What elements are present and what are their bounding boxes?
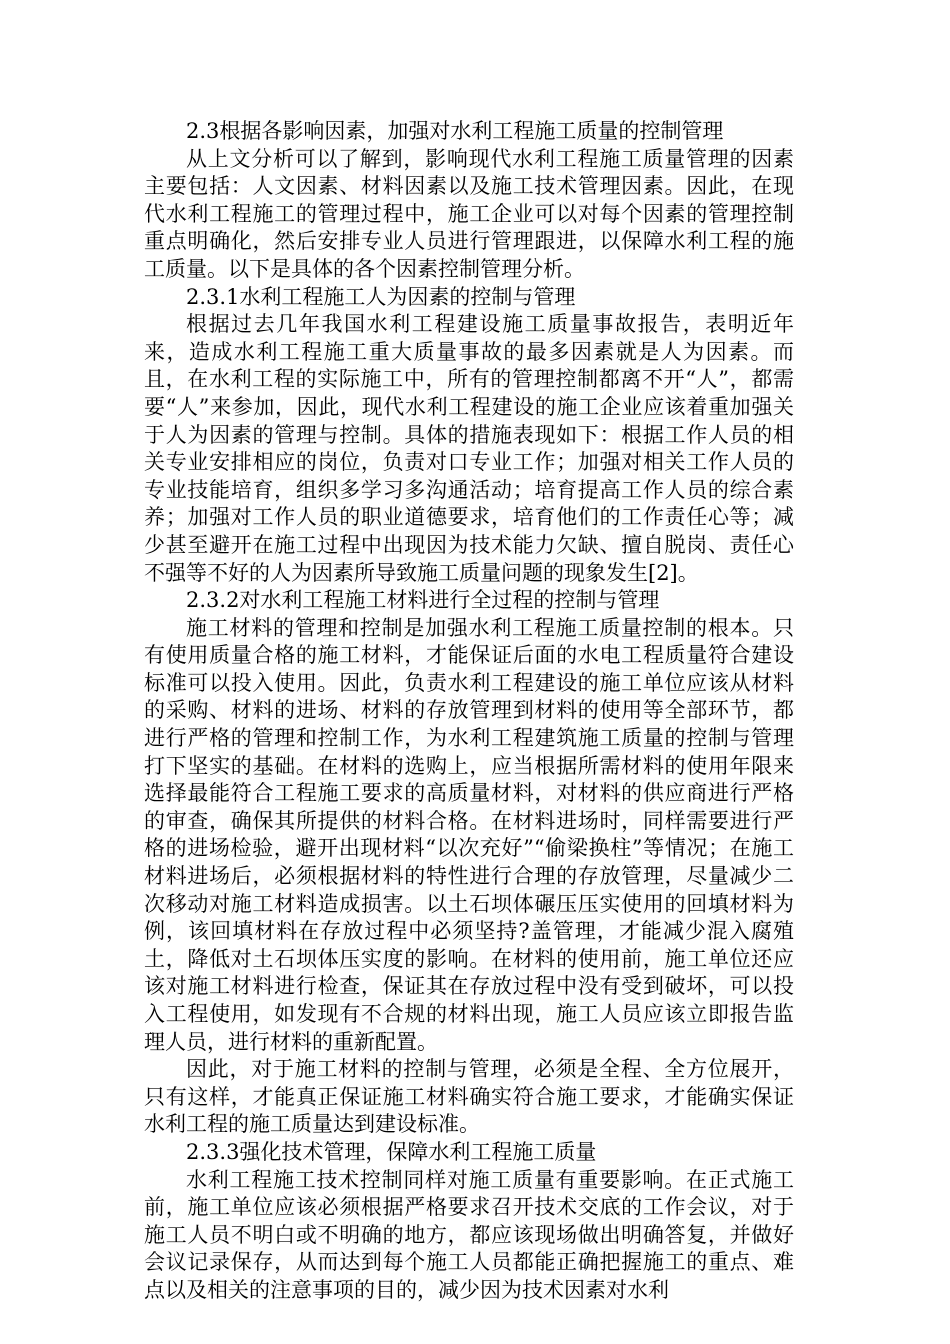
section-heading-2-3: 2.3根据各影响因素，加强对水利工程施工质量的控制管理 xyxy=(186,119,724,143)
section-heading-2-3-3: 2.3.3强化技术管理，保障水利工程施工质量 xyxy=(186,1139,597,1164)
paragraph-materials-summary: 因此，对于施工材料的控制与管理，必须是全程、全方位展开，只有这样，才能真正保证施工材料确实符合施工要求，才能确实保证水利工程的施工质量达到建设标准。 xyxy=(144,1057,794,1137)
paragraph-human-factors: 根据过去几年我国水利工程建设施工质量事故报告，表明近年来，造成水利工程施工重大质量事故的最多因素就是人为因素。而且，在水利工程的实际施工中，所有的管理控制都离不开“人”，都需要“人”来参加，因此，现代水利工程建设的施工企业应该着重加强关于人为因素的管理与控制。具体的措施表现如下：根据工作人员的相关专业安排相应的岗位，负责对口专业工作；加强对相关工作人员的专业技能培育，组织多学习多沟通活动；培育提高工作人员的综合素养；加强对工作人员的职业道德要求，培育他们的工作责任心等；减少甚至避开在施工过程中出现因为技术能力欠缺、擅自脱岗、责任心不强等不好的人为因素所导致施工质量问题的现象发生[2]。 xyxy=(144,312,794,585)
paragraph-technical: 水利工程施工技术控制同样对施工质量有重要影响。在正式施工前，施工单位应该必须根据严格要求召开技术交底的工作会议，对于施工人员不明白或不明确的地方，都应该现场做出明确答复，并做好会议记录保存，从而达到每个施工人员都能正确把握施工的重点、难点以及相关的注意事项的目的，减少因为技术因素对水利 xyxy=(144,1167,794,1302)
document-page xyxy=(144,118,794,1305)
section-heading-2-3-2: 2.3.2对水利工程施工材料进行全过程的控制与管理 xyxy=(186,588,660,613)
paragraph-materials: 施工材料的管理和控制是加强水利工程施工质量控制的根本。只有使用质量合格的施工材料，才能保证后面的水电工程质量符合建设标准可以投入使用。因此，负责水利工程建设的施工单位应该从材料的采购、材料的进场、材料的存放管理到材料的使用等全部环节，都进行严格的管理和控制工作，为水利工程建筑施工质量的控制与管理打下坚实的基础。在材料的选购上，应当根据所需材料的使用年限来选择最能符合工程施工要求的高质量材料，对材料的供应商进行严格的审查，确保其所提供的材料合格。在材料进场时，同样需要进行严格的进场检验，避开出现材料“以次充好”“偷梁换柱”等情况；在施工材料进场后，必须根据材料的特性进行合理的存放管理，尽量减少二次移动对施工材料造成损害。以土石坝体碾压压实使用的回填材料为例，该回填材料在存放过程中必须坚持?盖管理，才能减少混入腐殖土，降低对土石坝体压实度的影响。在材料的使用前，施工单位还应该对施工材料进行检查，保证其在存放过程中没有受到破坏，可以投入工程使用，如发现有不合规的材料出现，施工人员应该立即报告监理人员，进行材料的重新配置。 xyxy=(144,615,794,1054)
paragraph-overview: 从上文分析可以了解到，影响现代水利工程施工质量管理的因素主要包括：人文因素、材料因素以及施工技术管理因素。因此，在现代水利工程施工的管理过程中，施工企业可以对每个因素的管理控制重点明确化，然后安排专业人员进行管理跟进，以保障水利工程的施工质量。以下是具体的各个因素控制管理分析。 xyxy=(144,146,794,281)
section-heading-2-3-1: 2.3.1水利工程施工人为因素的控制与管理 xyxy=(186,284,576,309)
